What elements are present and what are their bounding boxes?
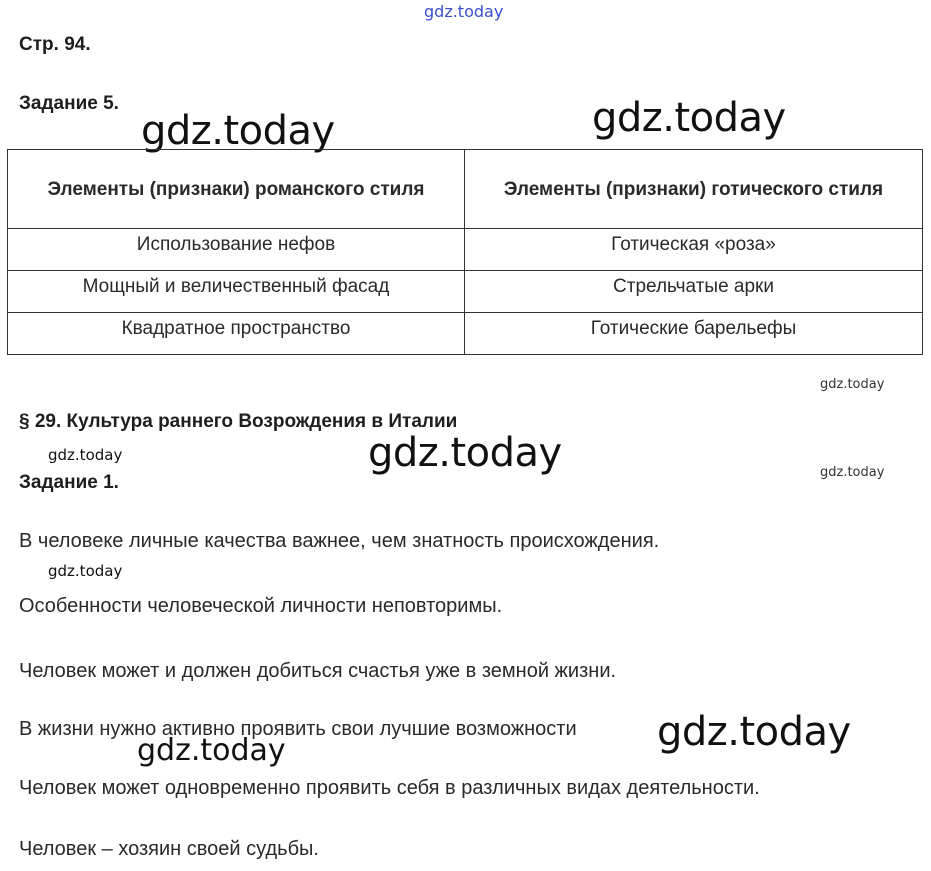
- gothic-header: Элементы (признаки) готического стиля: [465, 150, 923, 229]
- romanesque-cell: Квадратное пространство: [8, 313, 465, 355]
- answer-line: Человек может одновременно проявить себя в различных видах деятельности.: [19, 777, 760, 799]
- watermark: gdz.today: [657, 709, 851, 755]
- gothic-cell: Готическая «роза»: [465, 229, 923, 271]
- table-header-row: [8, 150, 923, 229]
- styles-comparison-table: [7, 149, 923, 355]
- romanesque-cell: Использование нефов: [8, 229, 465, 271]
- romanesque-cell: Мощный и величественный фасад: [8, 271, 465, 313]
- watermark: gdz.today: [592, 95, 786, 141]
- gothic-cell: Стрельчатые арки: [465, 271, 923, 313]
- answer-line: Человек может и должен добиться счастья уже в земной жизни.: [19, 660, 617, 682]
- watermark-top: gdz.today: [424, 2, 504, 21]
- watermark: gdz.today: [141, 108, 335, 154]
- task-5-label: Задание 5.: [19, 93, 119, 114]
- watermark: gdz.today: [820, 465, 885, 480]
- answer-line: Особенности человеческой личности неповторимы.: [19, 595, 503, 617]
- task-1-label: Задание 1.: [19, 472, 119, 493]
- watermark: gdz.today: [137, 733, 286, 768]
- answer-line: Человек – хозяин своей судьбы.: [19, 838, 319, 860]
- answer-line: В жизни нужно активно проявить свои лучшие возможности: [19, 718, 577, 740]
- romanesque-header: Элементы (признаки) романского стиля: [8, 150, 465, 229]
- table-row: [8, 271, 923, 313]
- section-title: § 29. Культура раннего Возрождения в Италии: [19, 411, 458, 432]
- page-number: Стр. 94.: [19, 34, 91, 55]
- table-row: [8, 313, 923, 355]
- watermark: gdz.today: [820, 377, 885, 392]
- watermark: gdz.today: [48, 562, 123, 580]
- watermark: gdz.today: [48, 446, 123, 464]
- watermark: gdz.today: [368, 430, 562, 476]
- gothic-cell: Готические барельефы: [465, 313, 923, 355]
- answer-line: В человеке личные качества важнее, чем знатность происхождения.: [19, 530, 660, 552]
- table-row: [8, 229, 923, 271]
